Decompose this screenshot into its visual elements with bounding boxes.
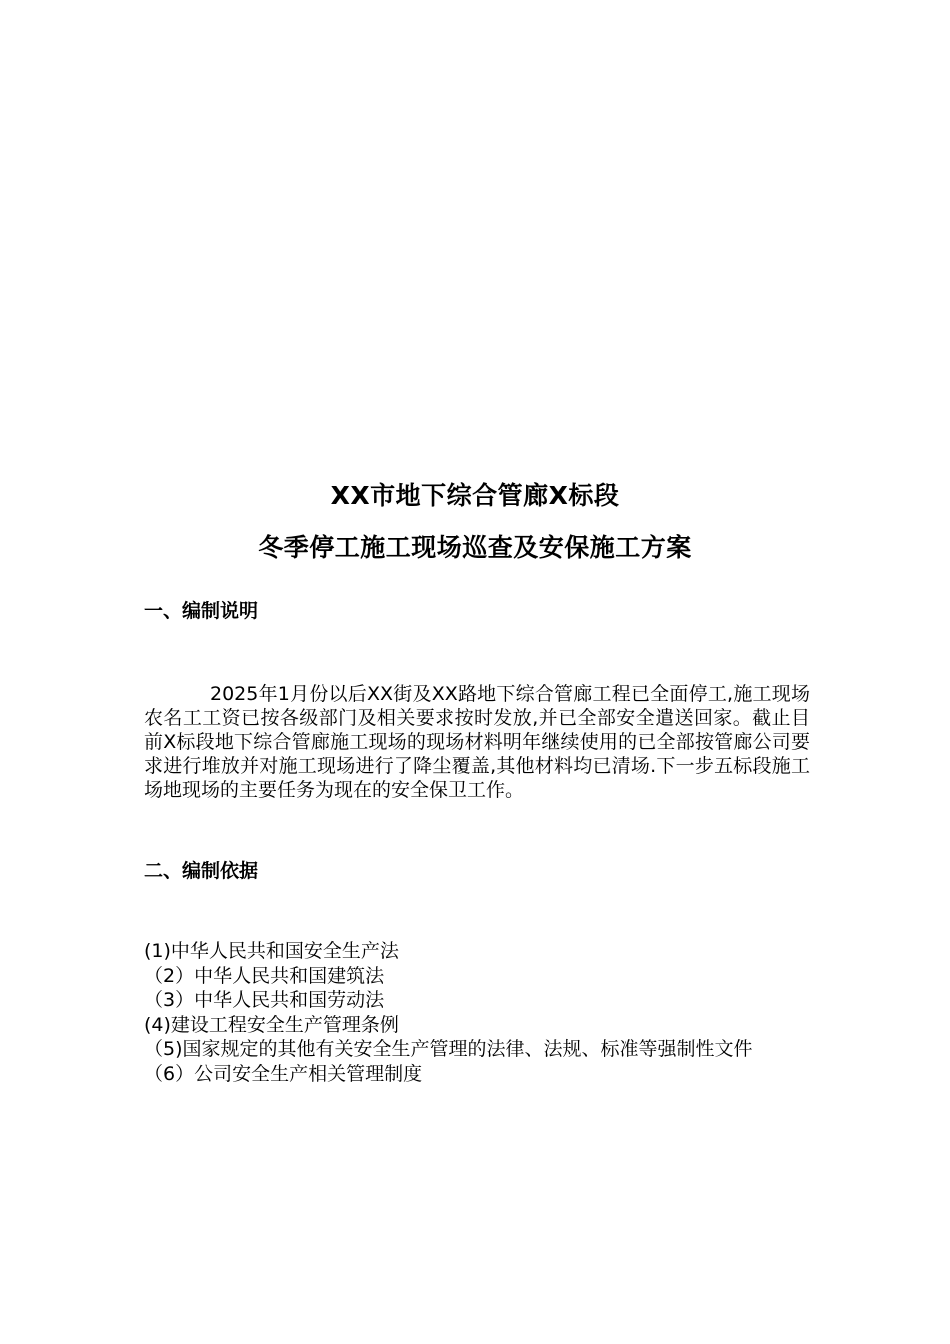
section-heading-compilation-notes: 一、编制说明: [144, 600, 259, 622]
list-item: （5)国家规定的其他有关安全生产管理的法律、法规、标准等强制性文件: [144, 1038, 753, 1060]
section-heading-compilation-basis: 二、编制依据: [144, 860, 259, 882]
list-item: (4)建设工程安全生产管理条例: [144, 1013, 399, 1036]
list-item: （2）中华人民共和国建筑法: [144, 964, 385, 987]
list-item: （6）公司安全生产相关管理制度: [144, 1062, 423, 1085]
list-item: （3）中华人民共和国劳动法: [144, 989, 385, 1011]
document-subtitle: 冬季停工施工现场巡查及安保施工方案: [258, 533, 692, 562]
list-item: (1)中华人民共和国安全生产法: [144, 940, 399, 962]
document-title: XX市地下综合管廊X标段: [330, 481, 620, 510]
basis-list: [144, 939, 810, 1086]
section-paragraph-compilation-notes: 2025年1月份以后XX街及XX路地下综合管廊工程已全面停工,施工现场农名工工资已按各级部门及相关要求按时发放,并已全部安全遣送回家。截止目前X标段地下综合管廊施工现场的现场材料明年继续使用的已全部按管廊公司要求进行堆放并对施工现场进行了降尘覆盖,其他材料均已清场.下一步五标段施工场地现场的主要任务为现在的安全保卫工作。: [144, 683, 810, 801]
